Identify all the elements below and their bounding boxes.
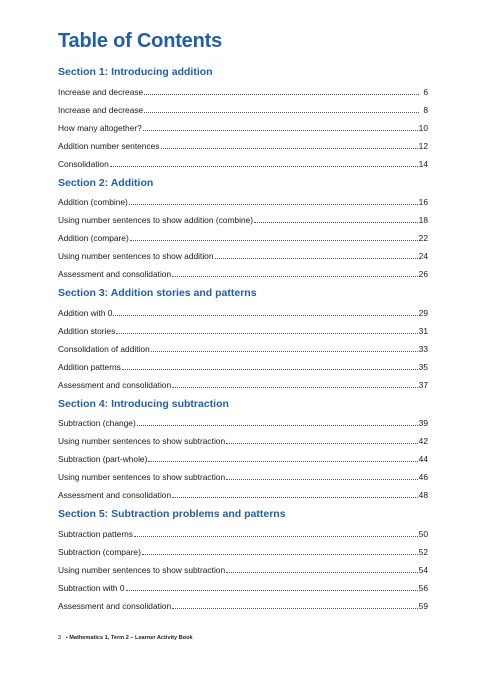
toc-entry-page: 31 [418, 326, 428, 336]
toc-entry-page: 24 [418, 251, 428, 261]
toc-entry-page: 16 [418, 197, 428, 207]
section-heading: Section 1: Introducing addition [58, 66, 213, 78]
toc-entry[interactable] [58, 416, 428, 428]
toc-entry[interactable] [58, 581, 428, 593]
dot-leader [226, 563, 418, 573]
dot-leader [110, 157, 418, 167]
toc-entry-label: Assessment and consolidation [58, 490, 172, 500]
dot-leader [143, 121, 418, 131]
footer-page-number: 3 [58, 635, 62, 641]
dot-leader [144, 85, 419, 95]
toc-entry[interactable] [58, 231, 428, 243]
toc-entry-label: Using number sentences to show addition [58, 251, 214, 261]
section-heading: Section 2: Addition [58, 177, 154, 189]
toc-entry-page: 18 [418, 215, 428, 225]
toc-entry-label: Using number sentences to show subtraction [58, 565, 226, 575]
toc-entry-label: Subtraction (change) [58, 418, 136, 428]
dot-leader [148, 452, 417, 462]
dot-leader [254, 213, 418, 223]
toc-entry-page: 35 [418, 362, 428, 372]
toc-entry[interactable] [58, 452, 428, 464]
toc-entry-page: 37 [418, 380, 428, 390]
toc-entry-page: 33 [418, 344, 428, 354]
toc-entry-label: Using number sentences to show addition (combine) [58, 215, 254, 225]
toc-entry[interactable] [58, 378, 428, 390]
toc-entry-page: 46 [418, 472, 428, 482]
toc-entry[interactable] [58, 103, 428, 115]
toc-entry-page: 59 [418, 601, 428, 611]
toc-entry-label: Addition (combine) [58, 197, 128, 207]
section-heading: Section 5: Subtraction problems and patterns [58, 508, 286, 520]
toc-entry[interactable] [58, 157, 428, 169]
toc-entry-label: Subtraction (part-whole) [58, 454, 148, 464]
toc-entry[interactable] [58, 249, 428, 261]
section-heading: Section 4: Introducing subtraction [58, 398, 229, 410]
toc-entry-page: 12 [418, 141, 428, 151]
dot-leader [172, 599, 418, 609]
toc-entry[interactable] [58, 360, 428, 372]
page-title: Table of Contents [58, 30, 223, 52]
dot-leader [151, 342, 418, 352]
toc-entry-label: Addition number sentences [58, 141, 160, 151]
dot-leader [144, 103, 419, 113]
toc-entry-page: 52 [418, 547, 428, 557]
dot-leader [172, 267, 418, 277]
toc-entry-label: Subtraction with 0 [58, 583, 125, 593]
toc-entry-page: 10 [418, 123, 428, 133]
toc-entry-label: Increase and decrease [58, 105, 144, 115]
toc-entry-label: Increase and decrease [58, 87, 144, 97]
dot-leader [130, 231, 418, 241]
section-heading: Section 3: Addition stories and patterns [58, 287, 257, 299]
toc-entry-label: Subtraction patterns [58, 529, 133, 539]
toc-entry-page: 6 [423, 87, 428, 97]
toc-entry[interactable] [58, 213, 428, 225]
footer-book-title: Mathematics 1, Term 2 – Learner Activity Book [69, 635, 193, 641]
toc-entry[interactable] [58, 267, 428, 279]
dot-leader [161, 139, 418, 149]
dot-leader [134, 527, 418, 537]
toc-entry[interactable] [58, 470, 428, 482]
toc-entry-page: 56 [418, 583, 428, 593]
toc-entry-page: 42 [418, 436, 428, 446]
dot-leader [226, 470, 418, 480]
dot-leader [142, 545, 418, 555]
toc-entry-page: 14 [418, 159, 428, 169]
toc-entry-label: Assessment and consolidation [58, 380, 172, 390]
dot-leader [172, 488, 418, 498]
toc-entry-label: Addition with 0 [58, 308, 113, 318]
toc-entry[interactable] [58, 563, 428, 575]
toc-entry-page: 26 [418, 269, 428, 279]
toc-entry-label: Consolidation of addition [58, 344, 150, 354]
toc-entry-label: How many altogether? [58, 123, 142, 133]
toc-entry[interactable] [58, 488, 428, 500]
toc-entry[interactable] [58, 527, 428, 539]
dot-leader [116, 324, 417, 334]
toc-entry[interactable] [58, 195, 428, 207]
dot-leader [122, 360, 418, 370]
toc-entry[interactable] [58, 121, 428, 133]
toc-entry-page: 50 [418, 529, 428, 539]
toc-entry-page: 48 [418, 490, 428, 500]
toc-entry-label: Subtraction (compare) [58, 547, 141, 557]
dot-leader [226, 434, 418, 444]
toc-entry-label: Addition (compare) [58, 233, 129, 243]
toc-entry-label: Assessment and consolidation [58, 269, 172, 279]
dot-leader [113, 306, 417, 316]
dot-leader [129, 195, 418, 205]
toc-entry-page: 29 [418, 308, 428, 318]
toc-entry-page: 44 [418, 454, 428, 464]
footer-separator: • [65, 635, 68, 641]
toc-entry-label: Addition patterns [58, 362, 121, 372]
page-footer [58, 635, 193, 641]
toc-entry[interactable] [58, 306, 428, 318]
toc-entry-label: Using number sentences to show subtraction [58, 436, 226, 446]
toc-entry-page: 22 [418, 233, 428, 243]
dot-leader [172, 378, 418, 388]
dot-leader [137, 416, 418, 426]
toc-entry[interactable] [58, 139, 428, 151]
toc-entry[interactable] [58, 599, 428, 611]
toc-entry-label: Addition stories [58, 326, 116, 336]
toc-entry[interactable] [58, 545, 428, 557]
toc-entry[interactable] [58, 342, 428, 354]
dot-leader [215, 249, 418, 259]
toc-entry-label: Assessment and consolidation [58, 601, 172, 611]
toc-entry-page: 54 [418, 565, 428, 575]
toc-entry-label: Consolidation [58, 159, 109, 169]
toc-entry-page: 8 [423, 105, 428, 115]
toc-entry-page: 39 [418, 418, 428, 428]
dot-leader [126, 581, 418, 591]
toc-entry[interactable] [58, 85, 428, 97]
toc-entry[interactable] [58, 434, 428, 446]
toc-entry-label: Using number sentences to show subtraction [58, 472, 226, 482]
toc-entry[interactable] [58, 324, 428, 336]
